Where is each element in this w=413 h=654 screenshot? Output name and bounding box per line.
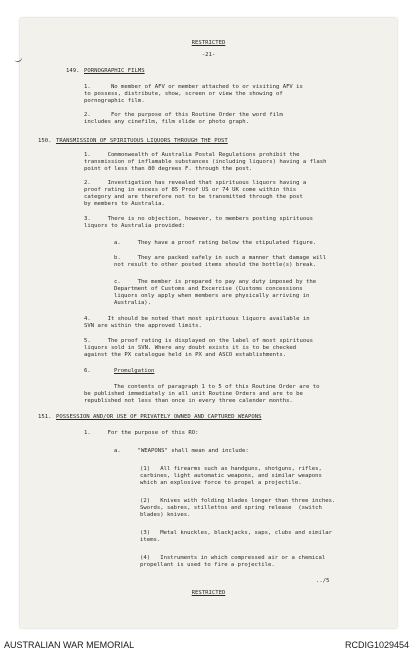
section-149-number: 149.: [66, 68, 80, 74]
archive-reference: RCDIG1029454: [344, 640, 409, 650]
item-4: propellant is used to fire a projectile.: [140, 562, 275, 568]
section-150-para-5: 5. The proof rating is displayed on the label of most spirituous: [84, 338, 314, 344]
section-150-para-2: proof rating in excess of 85 Proof US or 74 UK come within this: [84, 187, 297, 193]
section-150-title: TRANSMISSION OF SPIRITUOUS LIQUORS THROUGH THE POST: [56, 138, 228, 144]
subpara-c: c. The member is prepared to pay any duty imposed by the: [114, 279, 317, 285]
subpara-b: not result to other posted items should the bottle(s) break.: [114, 262, 317, 268]
section-150-para-4: 4. It should be noted that most spirituous liquors available in: [84, 316, 310, 322]
section-150-para-1: transmission of inflamable substances (including liquors) having a flash: [84, 159, 327, 165]
section-149-title: PORNOGRAPHIC FILMS: [84, 68, 145, 74]
continuation-marker: ../5: [316, 578, 330, 584]
classification-header: RESTRICTED: [191, 40, 226, 46]
section-149-para-1: pornographic film.: [84, 98, 145, 104]
archive-name: AUSTRALIAN WAR MEMORIAL: [4, 640, 135, 650]
section-149-para-2: 2. For the purpose of this Routine Order the word film: [84, 112, 283, 118]
section-150-para-6: republished not less than once in every three calender months.: [84, 398, 293, 404]
subpara-b: b. They are packed safely in such a manner that damage will: [114, 255, 327, 261]
section-150-para-2: 2. Investigation has revealed that spirituous liquors having a: [84, 180, 307, 186]
section-149-para-1: to possess, distribute, show, screen or view the showing of: [84, 91, 283, 97]
section-150-para-6-title: Promulgation: [114, 368, 155, 374]
section-150-para-1: 1. Commonwealth of Australia Postal Regulations prohibit the: [84, 152, 300, 158]
item-4: (4) Instruments in which compressed air or a chemical: [140, 555, 326, 561]
item-2: Swords, sabres, stillettos and spring release (switch: [140, 505, 322, 511]
section-150-para-2: by members to Australia.: [84, 201, 165, 207]
item-1: which an explosive force to propel a projectile.: [140, 480, 302, 486]
section-151-number: 151.: [38, 414, 52, 420]
archive-footer: [0, 636, 413, 654]
subpara-c: Department of Customs and Excercise (Customs concessions: [114, 286, 303, 292]
section-150-para-6-number: 6.: [84, 368, 91, 374]
item-3: items.: [140, 537, 161, 543]
section-150-para-6: The contents of paragraph 1 to 5 of this Routine Order are to: [114, 384, 320, 390]
section-150-para-5: against the PX catalogue held in PX and ASCO establishments.: [84, 352, 287, 358]
item-2: (2) Knives with folding blades longer than three inches.: [140, 498, 336, 504]
section-150-para-3: liquors to Australia provided:: [84, 223, 186, 229]
page-number: -21-: [201, 52, 216, 58]
subpara-a: a. "WEAPONS" shall mean and include:: [114, 448, 249, 454]
section-150-para-6: be published immediately in all unit Routine Orders and are to be: [84, 391, 303, 397]
item-2: blades) knives.: [140, 512, 191, 518]
section-149-para-1: 1. No member of AFV or member attached to or visiting AFV is: [84, 84, 303, 90]
item-1: carbines, light automatic weapons, and similar weapons: [140, 473, 322, 479]
subpara-c: Australia).: [114, 300, 152, 306]
section-149-para-2: includes any cinefilm, film slide or photo graph.: [84, 119, 250, 125]
section-150-para-3: 3. There is no objection, however, to members posting spirituous: [84, 216, 314, 222]
section-150-number: 150.: [38, 138, 52, 144]
subpara-c: liquors only apply when members are physically arriving in: [114, 293, 310, 299]
section-150-para-4: SVN are within the approved limits.: [84, 323, 202, 329]
item-1: (1) All firearms such as handguns, shotguns, rifles,: [140, 466, 322, 472]
section-151-para-1: 1. For the purpose of this RO:: [84, 430, 199, 436]
document-page: [20, 18, 397, 628]
classification-footer: RESTRICTED: [191, 590, 226, 596]
section-151-title: POSSESSION AND/OR USE OF PRIVATELY OWNED AND CAPTURED WEAPONS: [56, 414, 262, 420]
section-150-para-5: liquors sold in SVN. Where any doubt exists it is to be checked: [84, 345, 297, 351]
section-150-para-2: category and are therefore not to be transmitted through the post: [84, 194, 303, 200]
item-3: (3) Metal knuckles, blackjacks, saps, clubs and similar: [140, 530, 332, 536]
subpara-a: a. They have a proof rating below the stipulated figure.: [114, 240, 317, 246]
section-150-para-1: point of less than 80 degrees F. through the post.: [84, 166, 253, 172]
